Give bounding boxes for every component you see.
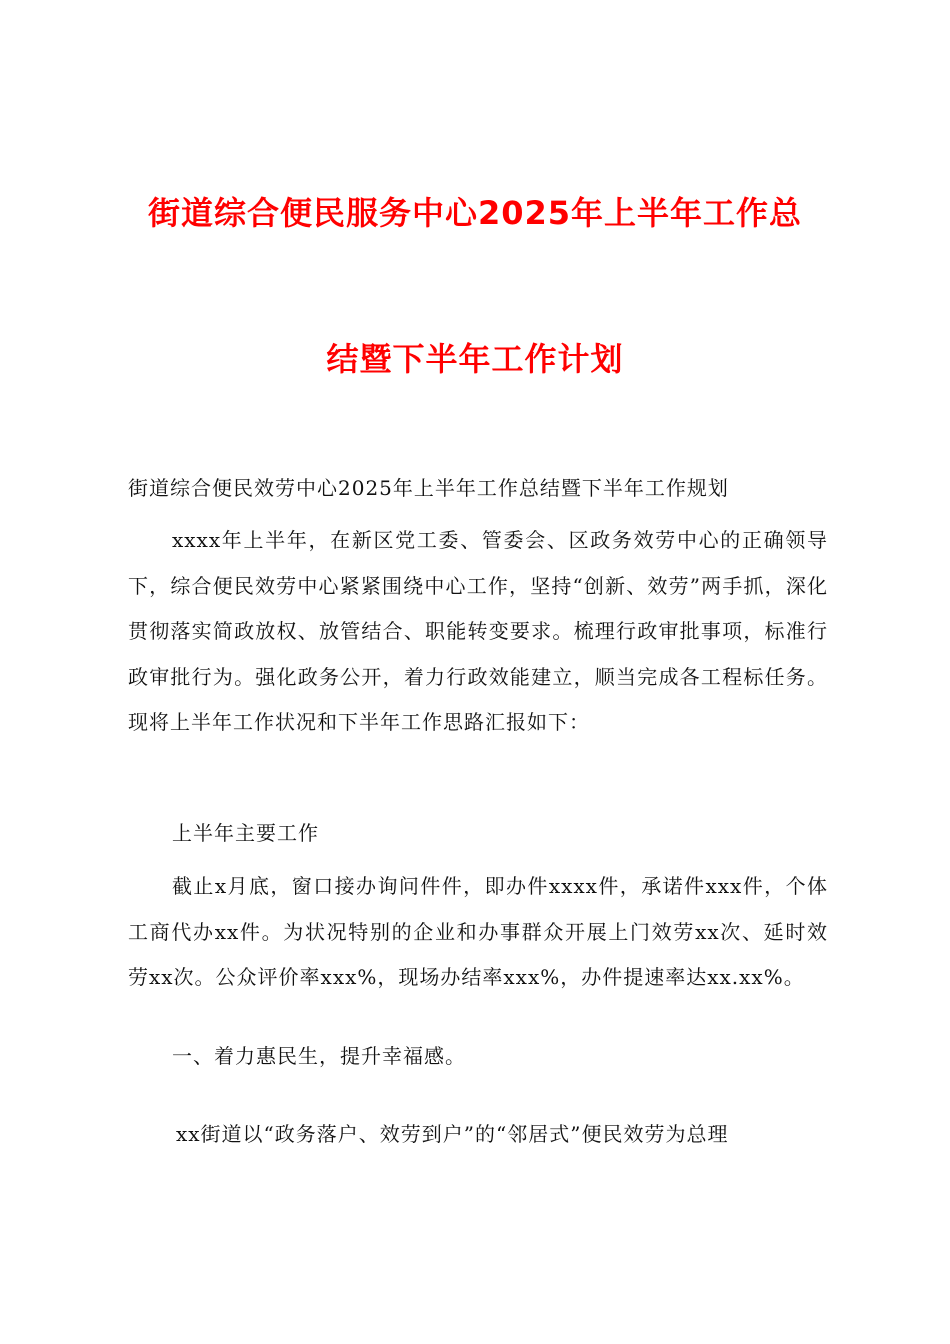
item-one-heading: 一、着力惠民生，提升幸福感。 (172, 1044, 466, 1068)
closing-paragraph: xx街道以“政务落户、效劳到户”的“邻居式”便民效劳为总理 (176, 1122, 729, 1146)
stats-paragraph: 截止x月底，窗口接办询问件件，即办件xxxx件，承诺件xxx件，个体工商代办xx件。为状况特别的企业和办事群众开展上门效劳xx次、延时效劳xx次。公众评价率xxx%，现场办结率xxx%，办件提速率达xx.xx%。 (128, 874, 828, 989)
document-title-line-1: 街道综合便民服务中心2025年上半年工作总 (147, 194, 803, 232)
document-title-line-2: 结暨下半年工作计划 (326, 340, 624, 378)
document-subtitle: 街道综合便民效劳中心2025年上半年工作总结暨下半年工作规划 (128, 476, 729, 500)
section-heading: 上半年主要工作 (172, 821, 319, 845)
intro-paragraph: xxxx年上半年，在新区党工委、管委会、区政务效劳中心的正确领导下，综合便民效劳中心紧紧围绕中心工作，坚持“创新、效劳”两手抓，深化贯彻落实简政放权、放管结合、职能转变要求。梳理行政审批事项，标准行政审批行为。强化政务公开，着力行政效能建立，顺当完成各工程标任务。现将上半年工作状况和下半年工作思路汇报如下： (128, 528, 828, 734)
